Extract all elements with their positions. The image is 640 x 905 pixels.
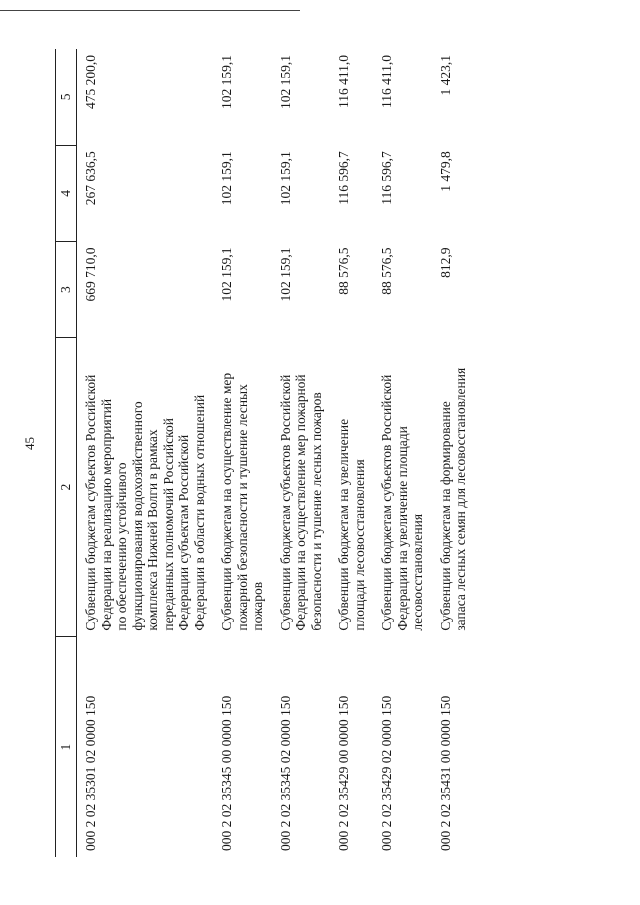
income-name-line: лесовосстановления [410, 513, 426, 631]
income-name-line: Субвенции бюджетам на увеличение [336, 418, 352, 631]
income-name-line: Субвенции бюджетам на формирование [437, 401, 453, 631]
income-name-line: Федерации на увеличение площади [394, 426, 410, 631]
header-col-3: 3 [56, 241, 77, 337]
amount-c4: 116 596,7 [336, 151, 352, 205]
income-name-line: Субвенции бюджетам на осуществление мер [219, 372, 235, 631]
amount-c5: 116 411,0 [379, 55, 395, 108]
income-name [432, 338, 475, 637]
table-row [330, 49, 373, 857]
budget-code: 000 2 02 35345 00 0000 150 [219, 695, 235, 851]
table-row [272, 49, 331, 857]
amount-c4: 267 636,5 [83, 151, 98, 206]
income-name-line: площади лесовосстановления [351, 459, 367, 631]
amount-c4: 102 159,1 [277, 151, 293, 206]
page-number: 45 [22, 437, 37, 450]
income-name [213, 338, 272, 637]
amount-c4: 116 596,7 [379, 151, 395, 205]
amount-c3: 102 159,1 [219, 247, 235, 302]
table-row [432, 49, 475, 857]
income-name-line: пожарной безопасности и тушение лесных [234, 384, 250, 631]
table-row [213, 49, 272, 857]
income-name-line: Федерации на осуществление мер пожарной [293, 374, 309, 631]
amount-c5: 1 423,1 [437, 55, 453, 96]
amount-c3: 669 710,0 [83, 247, 98, 302]
budget-code: 000 2 02 35431 00 0000 150 [437, 695, 453, 851]
income-name [330, 338, 373, 637]
income-name-line: переданных полномочий Российской [160, 418, 176, 631]
income-name [272, 338, 331, 637]
amount-c3: 88 576,5 [379, 247, 395, 295]
budget-table [55, 49, 475, 857]
header-col-5: 5 [56, 49, 77, 145]
amount-c5: 102 159,1 [219, 55, 235, 109]
header-col-4: 4 [56, 145, 77, 241]
table-row [373, 49, 432, 857]
income-name-line: Субвенции бюджетам субъектов Российской [83, 374, 98, 631]
income-name-line: запаса лесных семян для лесовосстановления [453, 367, 469, 631]
income-name [373, 338, 432, 637]
income-name-line: Субвенции бюджетам субъектов Российской [277, 374, 293, 631]
income-name-line: Субвенции бюджетам субъектов Российской [379, 374, 395, 631]
header-col-1: 1 [56, 637, 77, 857]
amount-c3: 102 159,1 [277, 247, 293, 302]
amount-c5: 116 411,0 [336, 55, 352, 108]
income-name-line: функционирования водохозяйственного [129, 401, 145, 631]
table-row [77, 49, 214, 857]
income-name-line: безопасности и тушение лесных пожаров [308, 392, 324, 631]
budget-code: 000 2 02 35301 02 0000 150 [83, 695, 98, 851]
income-name-line: Федерации в области водных отношений [191, 394, 207, 631]
income-name-line: Федерации субъектам Российской [176, 434, 192, 631]
amount-c4: 102 159,1 [219, 151, 235, 206]
income-name-line: по обеспечению устойчивого [114, 462, 130, 631]
amount-c5: 475 200,0 [83, 55, 98, 109]
amount-c3: 88 576,5 [336, 247, 352, 295]
income-name [77, 338, 214, 637]
budget-code: 000 2 02 35345 02 0000 150 [277, 695, 293, 851]
income-name-line: комплекса Нижней Волги в рамках [145, 429, 161, 631]
amount-c4: 1 479,8 [437, 151, 453, 192]
header-col-2: 2 [56, 338, 77, 637]
budget-code: 000 2 02 35429 00 0000 150 [336, 695, 352, 851]
budget-code: 000 2 02 35429 02 0000 150 [379, 695, 395, 851]
header-row [56, 49, 77, 857]
amount-c3: 812,9 [437, 247, 453, 278]
income-name-line: Федерации на реализацию мероприятий [98, 398, 114, 631]
income-name-line: пожаров [250, 581, 266, 631]
amount-c5: 102 159,1 [277, 55, 293, 109]
